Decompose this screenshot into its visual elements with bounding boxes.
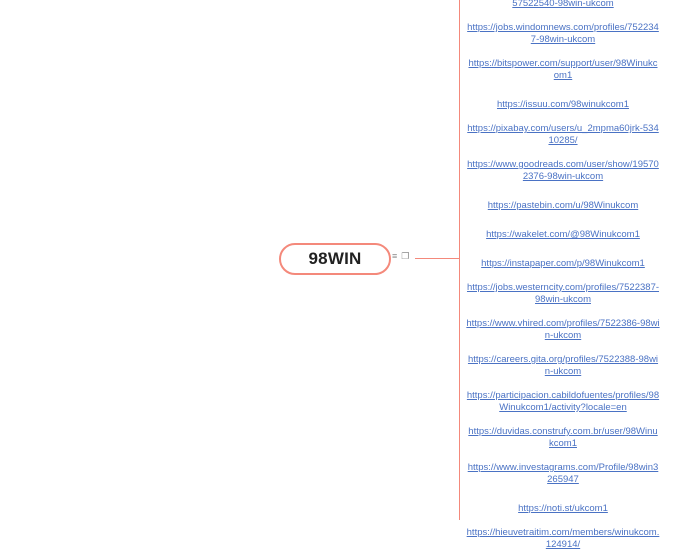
- branch-link[interactable]: https://jobs.windomnews.com/profiles/7522347-98win-ukcom: [467, 22, 659, 45]
- branch-link[interactable]: https://noti.st/ukcom1: [518, 503, 608, 514]
- branch-link[interactable]: https://issuu.com/98winukcom1: [496, 99, 629, 110]
- branch-item: [466, 17, 660, 53]
- branch-item: [466, 421, 660, 457]
- branch-link[interactable]: https://instapaper.com/p/98Winukcom1: [481, 258, 645, 269]
- branch-link[interactable]: https://participacion.cabildofuentes/profiles/98Winukcom1/activity?locale=en: [466, 390, 660, 413]
- branch-link[interactable]: https://bitspower.com/support/user/98Winukcom1: [468, 58, 658, 81]
- root-node-98win[interactable]: [279, 243, 391, 275]
- branch-link[interactable]: https://hieuvetraitim.com/members/winukcom.124914/: [466, 527, 660, 550]
- branch-item: [466, 349, 660, 385]
- branch-item: [466, 313, 660, 349]
- branch-link[interactable]: https://www.investagrams.com/Profile/98win3265947: [467, 462, 659, 485]
- branch-item: [466, 89, 660, 118]
- branch-link[interactable]: https://careers.gita.org/profiles/7522388-98win-ukcom: [467, 354, 659, 377]
- branch-item: [466, 190, 660, 219]
- branch-item: [466, 118, 660, 154]
- branch-item: [466, 53, 660, 89]
- list-icon[interactable]: ≡: [392, 251, 398, 261]
- branch-link[interactable]: 57522540-98win-ukcom: [512, 0, 614, 9]
- branch-item: [466, 457, 660, 493]
- branch-link[interactable]: https://duvidas.construfy.com.br/user/98Winukcom1: [468, 426, 658, 449]
- branch-item: [466, 219, 660, 248]
- branch-link[interactable]: https://www.vhired.com/profiles/7522386-98win-ukcom: [466, 318, 660, 341]
- branch-item: [466, 522, 660, 558]
- root-node-label: 98WIN: [308, 249, 362, 268]
- branch-item: [466, 0, 660, 17]
- branch-link[interactable]: https://wakelet.com/@98Winukcom1: [486, 229, 640, 240]
- branch-item: [466, 493, 660, 522]
- branch-link[interactable]: https://www.goodreads.com/user/show/195702376-98win-ukcom: [467, 159, 659, 182]
- branch-link[interactable]: https://jobs.westerncity.com/profiles/7522387-98win-ukcom: [466, 282, 660, 305]
- branch-link[interactable]: https://pastebin.com/u/98Winukcom: [487, 200, 639, 211]
- branch-list: [460, 0, 666, 558]
- root-node-icons: [392, 252, 409, 261]
- branch-item: [466, 248, 660, 277]
- branch-item: [466, 277, 660, 313]
- root-branch-connector: [415, 258, 460, 259]
- branch-link[interactable]: https://pixabay.com/users/u_2mpma60jrk-53410285/: [467, 123, 659, 146]
- branch-item: [466, 385, 660, 421]
- branch-item: [466, 154, 660, 190]
- note-icon[interactable]: ❐: [401, 251, 410, 261]
